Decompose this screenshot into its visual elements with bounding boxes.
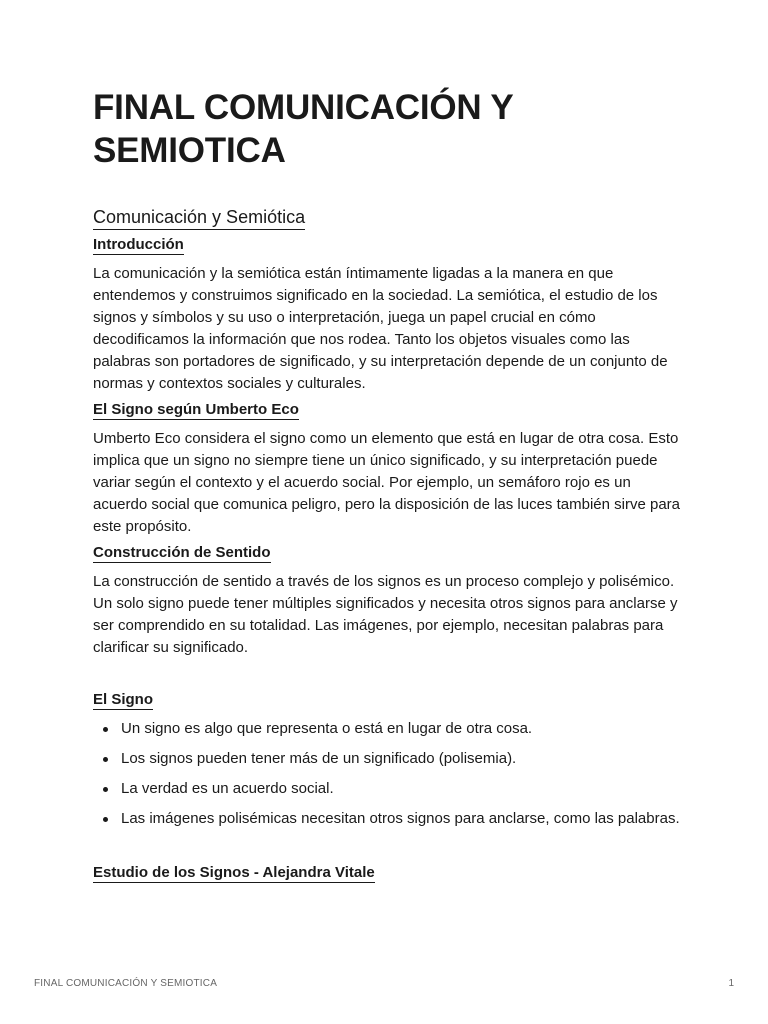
bullet-dot-icon xyxy=(103,727,108,732)
footer-running-title: FINAL COMUNICACIÓN Y SEMIOTICA xyxy=(34,978,218,989)
subheading-vitale: Estudio de los Signos - Alejandra Vitale xyxy=(93,864,375,881)
section-construccion-sentido xyxy=(93,544,683,659)
document-page xyxy=(93,86,683,883)
subheading-signo-eco: El Signo según Umberto Eco xyxy=(93,401,299,418)
paragraph-signo-eco: Umberto Eco considera el signo como un elemento que está en lugar de otra cosa. Esto implica que un signo no siempre tiene un único significado, y su interpretación puede variar según el contexto y el acuerdo social. Por ejemplo, un semáforo rojo es un acuerdo social que comunica peligro, pero la disposición de las luces también sirve para este propósito. xyxy=(93,430,680,535)
subheading-el-signo: El Signo xyxy=(93,691,153,708)
document-title-line-2: SEMIOTICA xyxy=(93,131,286,170)
bullet-dot-icon xyxy=(103,817,108,822)
subheading-introduccion: Introducción xyxy=(93,236,184,253)
list-item xyxy=(93,778,683,800)
section-signo-eco xyxy=(93,401,683,538)
subheading-construccion-sentido: Construcción de Sentido xyxy=(93,544,271,561)
paragraph-construccion-sentido: La construcción de sentido a través de los signos es un proceso complejo y polisémico. Un solo signo puede tener múltiples significados y necesita otros signos para anclarse y ser comprendido en su totalidad. Las imágenes, por ejemplo, necesitan palabras para clarificar su significado. xyxy=(93,573,678,656)
bullet-dot-icon xyxy=(103,757,108,762)
document-title xyxy=(93,86,683,172)
section-title-wrapper xyxy=(93,206,683,236)
bullet-list-el-signo xyxy=(93,718,683,830)
section-title: Comunicación y Semiótica xyxy=(93,206,305,230)
paragraph-introduccion: La comunicación y la semiótica están íntimamente ligadas a la manera en que entendemos y construimos significado en la sociedad. La semiótica, el estudio de los signos y símbolos y su uso o interpretación, juega un papel crucial en cómo decodificamos la información que nos rodea. Tanto los objetos visuales como las palabras son portadores de significado, y su interpretación depende de un conjunto de normas y contextos sociales y culturales. xyxy=(93,265,668,392)
list-item xyxy=(93,718,683,740)
list-item xyxy=(93,808,683,830)
list-item-text: La verdad es un acuerdo social. xyxy=(121,780,334,797)
section-el-signo xyxy=(93,691,683,830)
list-item-text: Las imágenes polisémicas necesitan otros signos para anclarse, como las palabras. xyxy=(121,810,680,827)
list-item-text: Los signos pueden tener más de un significado (polisemia). xyxy=(121,750,517,767)
list-item xyxy=(93,748,683,770)
list-item-text: Un signo es algo que representa o está en lugar de otra cosa. xyxy=(121,720,533,737)
section-introduccion xyxy=(93,236,683,395)
spacer xyxy=(93,665,683,691)
spacer xyxy=(93,838,683,864)
bullet-dot-icon xyxy=(103,787,108,792)
footer-page-number: 1 xyxy=(728,978,734,989)
document-title-line-1: FINAL COMUNICACIÓN Y xyxy=(93,88,514,127)
section-vitale xyxy=(93,864,683,883)
